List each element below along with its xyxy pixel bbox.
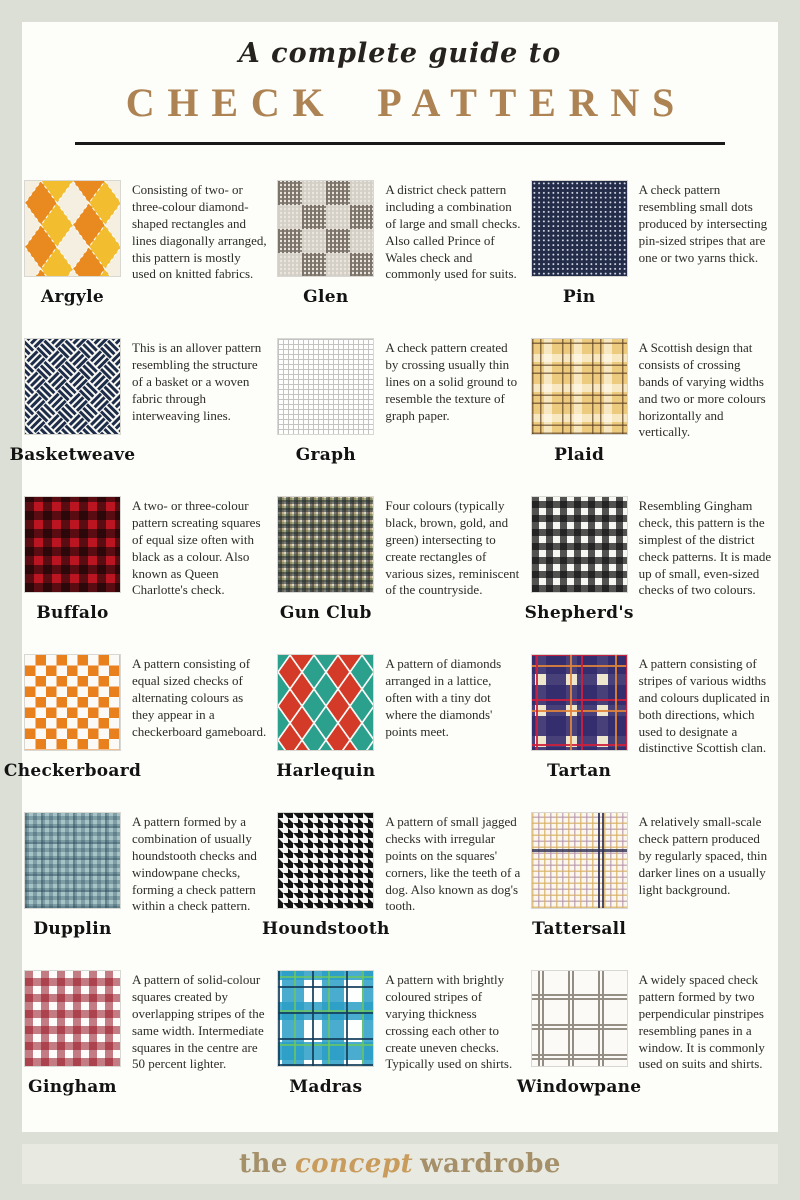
dupplin-swatch [25, 813, 120, 908]
madras-swatch [278, 971, 373, 1066]
logo-word-the: the [239, 1149, 288, 1179]
pattern-description: A pattern of solid-colour squares created by overlapping stripes of the same width. Intermediate squares in the centre are 50 percent lighter. [132, 972, 265, 1072]
pattern-name: Dupplin [33, 919, 112, 939]
argyle-swatch [25, 181, 120, 276]
basketweave-swatch [25, 339, 120, 434]
pattern-description: A pattern of small jagged checks with irregular points on the squares' corners, like the teeth of a dog. Also known as dog's tooth. [385, 814, 521, 914]
tartan-swatch [532, 655, 627, 750]
pattern-name: Harlequin [276, 761, 376, 781]
pattern-description: A relatively small-scale check pattern produced by regularly spaced, thin darker lines on a usually light background. [638, 814, 768, 897]
pattern-description: A pattern with brightly coloured stripes of varying thickness crossing each other to create uneven checks. Typically used on shirts. [385, 972, 513, 1072]
buffalo-swatch [25, 497, 120, 592]
pattern-name: Tattersall [532, 919, 627, 939]
pattern-name: Gun Club [279, 603, 372, 623]
pattern-card-houndstooth [262, 813, 521, 971]
pattern-name: Madras [289, 1077, 363, 1097]
footer-band [22, 1144, 778, 1184]
pattern-name: Windowpane [516, 1077, 642, 1097]
plaid-swatch [532, 339, 627, 434]
glen-swatch [278, 181, 373, 276]
basketweave-pattern-image [25, 339, 120, 434]
argyle-pattern-image [25, 181, 120, 276]
pattern-description: A pattern consisting of stripes of various widths and colours duplicated in both directions, which used to designate a distinctive Scottish clan. [638, 656, 770, 756]
pattern-card-dupplin [24, 813, 267, 971]
pattern-description: A pattern consisting of equal sized checks of alternating colours as they appear in a checkerboard gameboard. [132, 656, 267, 739]
harlequin-swatch [278, 655, 373, 750]
pattern-card-gingham [24, 971, 267, 1129]
pattern-description: Four colours (typically black, brown, gold, and green) intersecting to create rectangles of various sizes, reminiscent of the countryside. [385, 498, 520, 598]
pattern-name: Basketweave [9, 445, 136, 465]
pattern-description: This is an allover pattern resembling the structure of a basket or a woven fabric through interweaving lines. [132, 340, 262, 423]
gingham-swatch [25, 971, 120, 1066]
pattern-card-pin [531, 181, 774, 339]
gun-club-swatch [278, 497, 373, 592]
pattern-card-tartan [531, 655, 774, 813]
pattern-description: A district check pattern including a combination of large and small checks. Also called Prince of Wales check and commonly used for suits. [385, 182, 521, 282]
pattern-name: Checkerboard [3, 761, 142, 781]
graph-swatch [278, 339, 373, 434]
pattern-name: Shepherd's [524, 603, 634, 623]
pin-swatch [532, 181, 627, 276]
pattern-description: A two- or three-colour pattern screating squares of equal size often with black as a colour. Also known as Queen Charlotte's check. [132, 498, 261, 598]
houndstooth-swatch [278, 813, 373, 908]
pattern-card-checkerboard [3, 655, 267, 813]
header-divider [75, 142, 725, 145]
houndstooth-pattern-image [278, 813, 373, 908]
pattern-card-basketweave [9, 339, 267, 497]
pattern-card-gun-club [277, 497, 520, 655]
pattern-name: Houndstooth [262, 919, 390, 939]
pattern-name: Pin [562, 287, 596, 307]
pattern-description: Resembling Gingham check, this pattern is the simplest of the district check patterns. It is made up of small, even-sized checks of two colours. [638, 498, 772, 598]
guide-subtitle: A complete guide to [238, 38, 562, 69]
pattern-card-tattersall [531, 813, 774, 971]
tattersall-swatch [532, 813, 627, 908]
logo-word-concept: concept [294, 1149, 414, 1179]
pattern-name: Argyle [41, 287, 104, 307]
pattern-card-graph [277, 339, 520, 497]
pattern-description: A check pattern resembling small dots produced by intersecting pin-sized stripes that are one or two yarns thick. [638, 182, 768, 265]
pattern-card-glen [277, 181, 520, 339]
pattern-name: Plaid [554, 445, 605, 465]
pattern-card-shepherds [524, 497, 774, 655]
shepherds-swatch [532, 497, 627, 592]
pattern-card-buffalo [24, 497, 267, 655]
pattern-description: A Scottish design that consists of crossing bands of varying widths and two or more colours horizontally and vertically. [638, 340, 766, 440]
pattern-name: Gingham [28, 1077, 117, 1097]
pattern-name: Buffalo [36, 603, 109, 623]
pattern-card-windowpane [516, 971, 774, 1129]
pattern-name: Graph [295, 445, 356, 465]
pattern-card-argyle [24, 181, 267, 339]
pattern-description: Consisting of two- or three-colour diamond-shaped rectangles and lines diagonally arranged, this pattern is mostly used on knitted fabrics. [132, 182, 267, 282]
pattern-card-harlequin [277, 655, 520, 813]
content-card [3, 22, 778, 1132]
pattern-card-plaid [531, 339, 774, 497]
pattern-description: A pattern formed by a combination of usually houndstooth checks and windowpane checks, forming a check pattern within a check pattern. [132, 814, 257, 914]
pattern-description: A widely spaced check pattern formed by two perpendicular pinstripes resembling panes in a window. It is commonly used on suits and shirts. [638, 972, 765, 1072]
brand-logo [239, 1149, 561, 1179]
pattern-name: Tartan [547, 761, 612, 781]
harlequin-pattern-image [278, 655, 373, 750]
windowpane-swatch [532, 971, 627, 1066]
checkerboard-swatch [25, 655, 120, 750]
pattern-description: A pattern of diamonds arranged in a lattice, often with a tiny dot where the diamonds' points meet. [385, 656, 502, 739]
page-title: CHECK PATTERNS [125, 80, 688, 125]
pattern-card-madras [277, 971, 520, 1129]
patterns-grid [3, 181, 778, 1129]
pattern-name: Glen [303, 287, 349, 307]
logo-word-wardrobe: wardrobe [420, 1149, 561, 1179]
pattern-description: A check pattern created by crossing usually thin lines on a solid ground to resemble the texture of graph paper. [385, 340, 518, 423]
